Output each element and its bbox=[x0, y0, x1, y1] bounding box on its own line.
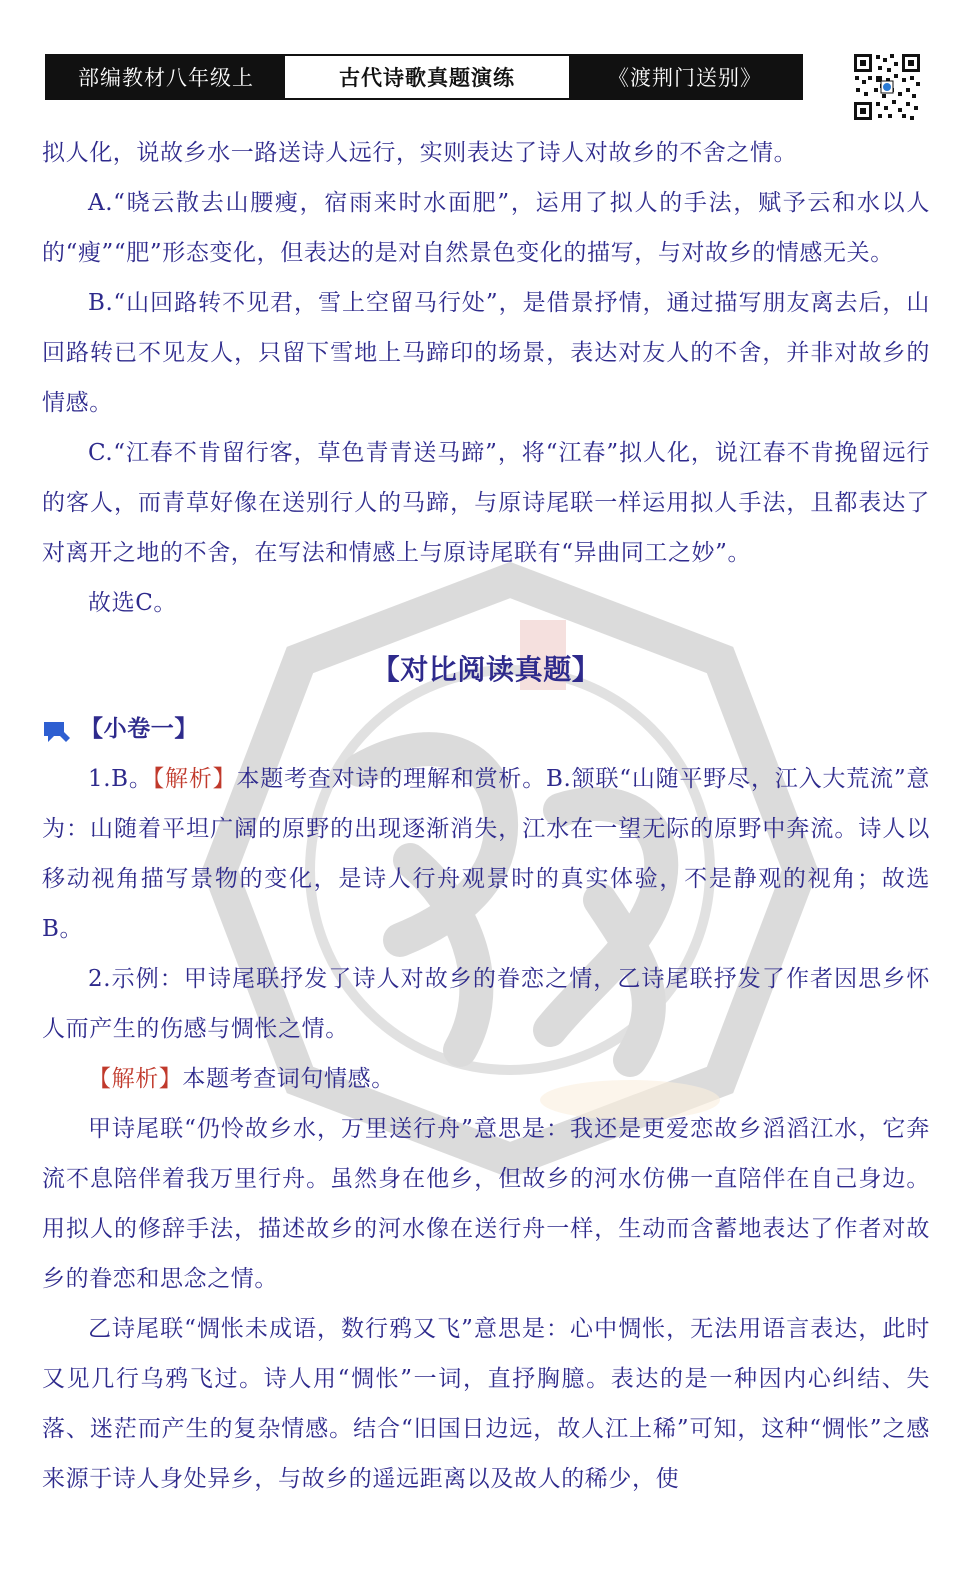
section-title: 【对比阅读真题】 bbox=[371, 653, 601, 686]
question-1-text: 本题考查对诗的理解和赏析。B.颔联“山随平野尽，江入大荒流”意为：山随着平坦广阔的原野的出现逐渐消失，江水在一望无际的原野中奔流。诗人以移动视角描写景物的变化，是诗人行舟观景时的真实体验，不是静观的视角；故选B。 bbox=[42, 766, 930, 942]
question-1-analysis bbox=[42, 754, 930, 954]
qr-code-icon[interactable] bbox=[852, 52, 922, 122]
note-bookmark-icon bbox=[42, 716, 72, 742]
main-content bbox=[42, 128, 930, 1504]
question-2-analysis bbox=[42, 1054, 930, 1104]
header-grade: 部编教材八年级上 bbox=[47, 56, 285, 98]
question-1-number: 1.B。 bbox=[88, 766, 153, 792]
question-2-example: 2.示例：甲诗尾联抒发了诗人对故乡的眷恋之情，乙诗尾联抒发了作者因思乡怀人而产生的伤感与惆怅之情。 bbox=[42, 966, 930, 1042]
sub-title-label: 【小卷一】 bbox=[80, 716, 198, 742]
analysis-tag: 【解析】 bbox=[152, 766, 237, 792]
analysis-tag: 【解析】 bbox=[88, 1066, 183, 1092]
paragraph-option-c: C.“江春不肯留行客，草色青青送马蹄”，将“江春”拟人化，说江春不肯挽留远行的客人，而青草好像在送别行人的马蹄，与原诗尾联一样运用拟人手法，且都表达了对离开之地的不舍，在写法和情感上与原诗尾联有“异曲同工之妙”。 bbox=[42, 440, 930, 566]
header-topic: 古代诗歌真题演练 bbox=[285, 56, 569, 98]
sub-title bbox=[42, 706, 930, 752]
paragraph-answer: 故选C。 bbox=[88, 590, 177, 616]
paragraph-option-b: B.“山回路转不见君，雪上空留马行处”，是借景抒情，通过描写朋友离去后，山回路转已不见友人，只留下雪地上马蹄印的场景，表达对友人的不舍，并非对故乡的情感。 bbox=[42, 290, 930, 416]
paragraph-poem-b: 乙诗尾联“惆怅未成语，数行鸦又飞”意思是：心中惆怅，无法用语言表达，此时又见几行乌鸦飞过。诗人用“惆怅”一词，直抒胸臆。表达的是一种因内心纠结、失落、迷茫而产生的复杂情感。结合“旧国日边远，故人江上稀”可知，这种“惆怅”之感来源于诗人身处异乡，与故乡的遥远距离以及故人的稀少，使 bbox=[42, 1316, 930, 1492]
question-2-analysis-text: 本题考查词句情感。 bbox=[182, 1066, 395, 1092]
header-bar bbox=[45, 54, 803, 100]
paragraph-option-a: A.“晓云散去山腰瘦，宿雨来时水面肥”，运用了拟人的手法，赋予云和水以人的“瘦”“肥”形态变化，但表达的是对自然景色变化的描写，与对故乡的情感无关。 bbox=[42, 190, 930, 266]
paragraph-continuation: 拟人化，说故乡水一路送诗人远行，实则表达了诗人对故乡的不舍之情。 bbox=[42, 140, 798, 166]
header-poem-title: 《渡荆门送别》 bbox=[569, 56, 801, 98]
paragraph-poem-a: 甲诗尾联“仍怜故乡水，万里送行舟”意思是：我还是更爱恋故乡滔滔江水，它奔流不息陪伴着我万里行舟。虽然身在他乡，但故乡的河水仿佛一直陪伴在自己身边。用拟人的修辞手法，描述故乡的河水像在送行舟一样，生动而含蓄地表达了作者对故乡的眷恋和思念之情。 bbox=[42, 1116, 930, 1292]
